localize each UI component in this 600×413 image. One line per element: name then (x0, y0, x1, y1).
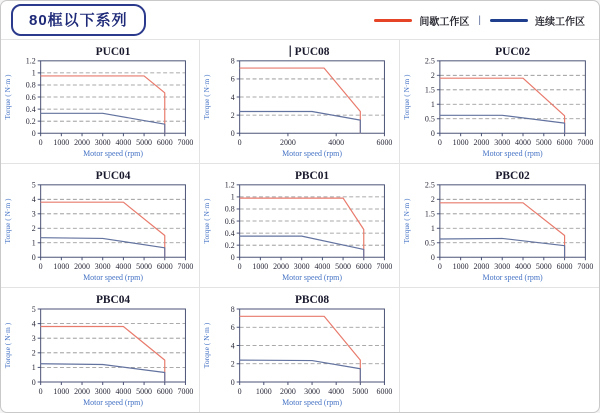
svg-text:Motor speed (rpm): Motor speed (rpm) (482, 149, 543, 159)
svg-text:2000: 2000 (280, 138, 297, 148)
series-title-badge (11, 4, 146, 36)
svg-text:7000: 7000 (376, 262, 393, 272)
svg-text:4: 4 (31, 319, 36, 329)
svg-text:6000: 6000 (156, 386, 173, 397)
chart-cell-pbc08 (200, 288, 399, 412)
intermittent-line-swatch (374, 19, 412, 22)
svg-text:2: 2 (31, 348, 36, 358)
svg-text:2: 2 (31, 224, 36, 234)
svg-text:0: 0 (238, 386, 242, 397)
svg-text:Torque ( N·m ): Torque ( N·m ) (401, 74, 411, 120)
svg-text:4: 4 (231, 92, 236, 102)
svg-text:PBC04: PBC04 (95, 293, 131, 307)
svg-text:Motor speed (rpm): Motor speed (rpm) (282, 397, 343, 408)
svg-text:4000: 4000 (115, 138, 132, 148)
svg-text:6000: 6000 (156, 138, 173, 148)
svg-text:7000: 7000 (577, 262, 593, 272)
svg-text:Torque ( N·m ): Torque ( N·m ) (202, 322, 212, 369)
legend-label-continuous: 连续工作区 (535, 16, 585, 28)
svg-text:6: 6 (231, 74, 236, 84)
svg-text:5: 5 (31, 180, 36, 190)
chart-cell-puc04 (1, 164, 200, 288)
svg-text:3000: 3000 (94, 386, 111, 397)
svg-text:0: 0 (437, 262, 442, 272)
svg-text:3: 3 (31, 209, 36, 219)
svg-text:4000: 4000 (328, 138, 345, 148)
chart-cell-pbc01 (200, 164, 399, 288)
svg-text:0: 0 (38, 262, 43, 272)
svg-text:PUC08: PUC08 (294, 45, 330, 58)
svg-text:3: 3 (31, 333, 36, 344)
legend (374, 13, 589, 28)
svg-text:Motor speed (rpm): Motor speed (rpm) (282, 273, 343, 283)
svg-text:2000: 2000 (273, 262, 290, 272)
svg-text:5000: 5000 (136, 138, 153, 148)
svg-text:PBC01: PBC01 (295, 169, 330, 182)
svg-text:6000: 6000 (556, 138, 573, 148)
chart-cell-pbc04 (1, 288, 200, 412)
svg-text:0: 0 (231, 377, 236, 387)
svg-text:Motor speed (rpm): Motor speed (rpm) (282, 149, 343, 159)
svg-text:2.5: 2.5 (424, 56, 435, 66)
svg-text:0.8: 0.8 (25, 80, 36, 90)
svg-text:4000: 4000 (514, 262, 531, 272)
svg-text:3000: 3000 (94, 262, 111, 272)
svg-text:PBC02: PBC02 (495, 169, 530, 182)
svg-text:2000: 2000 (473, 262, 490, 272)
chart-puc01 (1, 40, 199, 163)
svg-text:7000: 7000 (577, 138, 593, 148)
svg-text:2000: 2000 (280, 386, 297, 397)
svg-text:6000: 6000 (376, 138, 393, 148)
svg-text:1: 1 (31, 68, 36, 78)
svg-text:3000: 3000 (493, 262, 510, 272)
svg-text:1: 1 (31, 238, 36, 248)
svg-text:1.2: 1.2 (25, 56, 36, 66)
svg-text:1.5: 1.5 (424, 85, 435, 95)
chart-cell-puc08 (200, 40, 399, 164)
svg-text:2000: 2000 (74, 386, 90, 397)
svg-text:0: 0 (38, 386, 43, 397)
chart-puc04 (1, 164, 199, 287)
svg-text:6: 6 (231, 323, 236, 333)
svg-text:3000: 3000 (94, 138, 111, 148)
svg-text:0.2: 0.2 (225, 240, 236, 250)
svg-text:1000: 1000 (53, 262, 70, 272)
svg-text:1000: 1000 (452, 262, 469, 272)
svg-text:1000: 1000 (252, 262, 269, 272)
svg-text:5000: 5000 (136, 262, 153, 272)
svg-text:Torque ( N·m ): Torque ( N·m ) (2, 198, 12, 244)
svg-text:1000: 1000 (53, 138, 70, 148)
empty-cell (400, 288, 599, 412)
svg-text:1000: 1000 (452, 138, 469, 148)
chart-pbc04 (1, 288, 199, 412)
legend-label-intermittent: 间歇工作区 (419, 16, 470, 28)
svg-text:8: 8 (231, 304, 236, 314)
svg-text:5: 5 (31, 304, 36, 314)
svg-text:5000: 5000 (136, 386, 152, 397)
chart-cell-puc01 (1, 40, 200, 164)
chart-pbc02 (400, 164, 599, 287)
chart-pbc01 (200, 164, 398, 287)
svg-text:1.5: 1.5 (424, 209, 435, 219)
svg-text:6000: 6000 (356, 262, 373, 272)
svg-text:7000: 7000 (177, 262, 194, 272)
svg-text:0: 0 (238, 138, 242, 148)
svg-text:2.5: 2.5 (424, 180, 435, 190)
continuous-line-swatch (490, 19, 528, 22)
svg-text:4: 4 (231, 341, 236, 351)
svg-text:0: 0 (31, 129, 36, 139)
svg-text:2: 2 (430, 71, 435, 81)
svg-text:5000: 5000 (352, 386, 369, 397)
chart-pbc08 (200, 288, 398, 412)
svg-text:Motor speed (rpm): Motor speed (rpm) (83, 149, 143, 159)
svg-text:Motor speed (rpm): Motor speed (rpm) (83, 273, 143, 283)
svg-text:2: 2 (231, 359, 236, 369)
chart-grid (1, 39, 599, 412)
svg-text:6000: 6000 (376, 386, 393, 397)
svg-text:3000: 3000 (294, 262, 310, 272)
svg-text:0.4: 0.4 (225, 228, 236, 238)
svg-text:0.8: 0.8 (225, 204, 236, 214)
svg-text:0: 0 (231, 253, 236, 263)
svg-text:0.5: 0.5 (424, 114, 435, 124)
svg-text:3000: 3000 (493, 138, 510, 148)
header (1, 1, 599, 39)
svg-text:4000: 4000 (115, 262, 132, 272)
svg-text:Torque ( N·m ): Torque ( N·m ) (2, 322, 12, 369)
svg-text:0: 0 (38, 138, 43, 148)
svg-text:8: 8 (231, 56, 236, 66)
svg-text:0.6: 0.6 (225, 216, 236, 226)
svg-text:6000: 6000 (156, 262, 173, 272)
svg-text:5000: 5000 (335, 262, 352, 272)
svg-text:5000: 5000 (535, 262, 552, 272)
svg-text:4000: 4000 (115, 386, 132, 397)
svg-text:1000: 1000 (256, 386, 273, 397)
svg-text:0: 0 (231, 129, 236, 139)
svg-text:2: 2 (231, 110, 236, 120)
svg-text:7000: 7000 (177, 386, 194, 397)
svg-text:2000: 2000 (74, 138, 90, 148)
svg-text:0.6: 0.6 (25, 92, 36, 102)
svg-text:Torque ( N·m ): Torque ( N·m ) (202, 74, 212, 120)
svg-text:2: 2 (430, 195, 435, 205)
svg-text:2000: 2000 (473, 138, 490, 148)
svg-text:PUC02: PUC02 (494, 45, 530, 58)
svg-text:Torque ( N·m ): Torque ( N·m ) (401, 198, 411, 244)
svg-text:0.2: 0.2 (25, 116, 36, 126)
svg-text:1: 1 (430, 100, 435, 110)
svg-text:1000: 1000 (53, 386, 70, 397)
chart-puc02 (400, 40, 599, 163)
svg-text:1.2: 1.2 (225, 180, 236, 190)
svg-text:PUC01: PUC01 (95, 45, 131, 58)
svg-text:4000: 4000 (314, 262, 331, 272)
chart-puc08 (200, 40, 398, 163)
svg-text:Motor speed (rpm): Motor speed (rpm) (83, 397, 143, 408)
page-title: 80框以下系列 (29, 12, 128, 29)
svg-text:4000: 4000 (328, 386, 345, 397)
svg-text:0: 0 (31, 253, 36, 263)
svg-text:Torque ( N·m ): Torque ( N·m ) (2, 74, 12, 120)
svg-text:0.5: 0.5 (424, 238, 435, 248)
svg-text:0: 0 (238, 262, 242, 272)
svg-text:4000: 4000 (514, 138, 531, 148)
svg-text:Torque ( N·m ): Torque ( N·m ) (202, 198, 212, 244)
svg-text:0: 0 (430, 253, 435, 263)
svg-text:6000: 6000 (556, 262, 573, 272)
svg-text:PUC04: PUC04 (95, 169, 131, 182)
svg-text:0: 0 (31, 377, 36, 387)
svg-text:5000: 5000 (535, 138, 552, 148)
svg-text:2000: 2000 (74, 262, 90, 272)
svg-text:1: 1 (31, 363, 36, 373)
svg-text:1: 1 (231, 192, 236, 202)
svg-text:3000: 3000 (304, 386, 321, 397)
chart-cell-pbc02 (400, 164, 599, 288)
svg-text:1: 1 (430, 224, 435, 234)
svg-text:PBC08: PBC08 (295, 293, 330, 307)
svg-text:Motor speed (rpm): Motor speed (rpm) (482, 273, 543, 283)
svg-text:0: 0 (430, 129, 435, 139)
legend-separator: | (478, 14, 481, 26)
svg-text:0.4: 0.4 (25, 104, 36, 114)
svg-text:4: 4 (31, 195, 36, 205)
svg-text:7000: 7000 (177, 138, 194, 148)
chart-cell-puc02 (400, 40, 599, 164)
svg-text:0: 0 (437, 138, 442, 148)
